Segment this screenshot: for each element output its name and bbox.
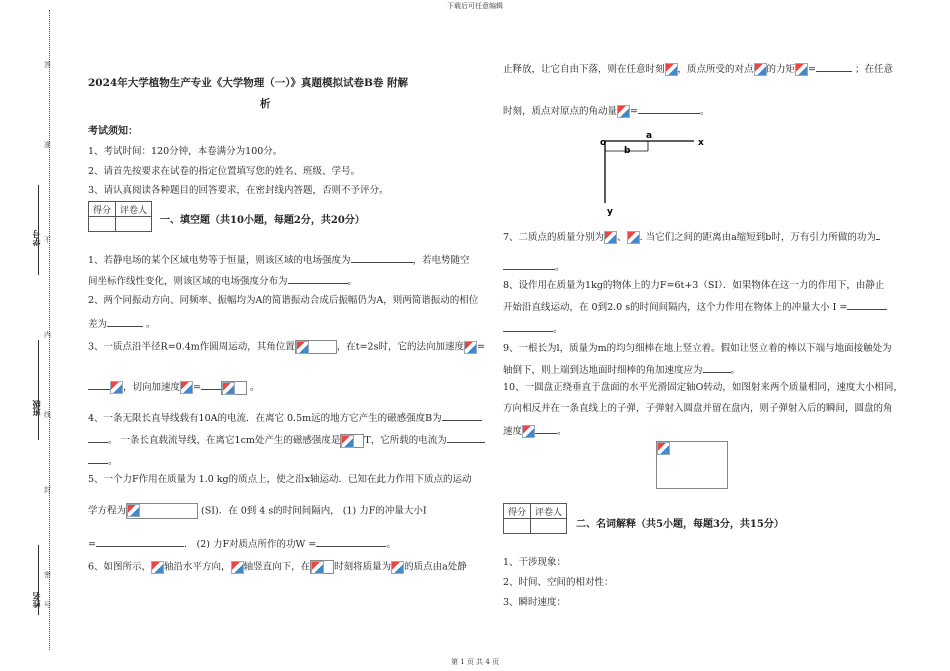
q8-line2: 开始沿直线运动，在 0到2.0 s的时间间隔内，这个力作用在物体上的冲量大小 I = <box>503 300 887 314</box>
class-field[interactable] <box>38 340 39 440</box>
class-label: 班级 <box>31 400 41 416</box>
grader-cell[interactable] <box>116 217 152 232</box>
q1-line2: 间坐标作线性变化，则该区域的电场强度分布为 。 <box>88 276 358 287</box>
term-item: 2、时间、空间的相对性： <box>503 577 614 588</box>
formula-image-icon <box>754 63 767 76</box>
origin-label: o <box>600 138 607 148</box>
page-number: 第 1 页 共 4 页 <box>450 658 500 666</box>
answer-blank[interactable] <box>447 433 485 443</box>
y-axis-label: y <box>607 207 613 217</box>
q9-line2: 轴倒下，则上端到达地面时细棒的角加速度应为 。 <box>503 365 741 376</box>
binding-char: 内 <box>44 331 51 339</box>
q6-figure <box>590 128 720 220</box>
q10-line2: 方向相反并在一条直线上的子弹，子弹射入圆盘并留在盘内，则子弹射入后的瞬间，圆盘的角 <box>503 403 893 414</box>
score-cell[interactable] <box>89 217 116 232</box>
formula-image <box>126 503 198 519</box>
binding-char: 密 <box>44 571 51 579</box>
binding-char: 答 <box>44 61 51 69</box>
score-label: 得分 <box>504 504 531 519</box>
formula-image-icon <box>464 341 477 354</box>
answer-blank[interactable] <box>88 433 108 443</box>
term-item: 3、瞬时速度： <box>503 597 567 608</box>
q4-line2: 。 一条长直载流导线，在离它1cm处产生的磁感强度是 T，它所载的电流为 <box>88 433 485 448</box>
answer-blank[interactable] <box>847 300 887 310</box>
q6-line1: 6、如图所示， 轴沿水平方向， 轴竖直向下，在 时刻将质量为 的质点由a处静 <box>88 561 467 573</box>
notice-heading: 考试须知： <box>88 126 138 137</box>
binding-char: 线 <box>44 411 51 419</box>
answer-blank[interactable] <box>107 317 143 327</box>
answer-blank[interactable] <box>316 537 386 547</box>
answer-blank[interactable] <box>88 454 108 464</box>
binding-char: 号 <box>44 601 51 609</box>
score-table-2 <box>503 503 567 534</box>
formula-image-icon <box>110 381 123 394</box>
page-header-note: 下载后可任意编辑 <box>447 2 503 10</box>
formula-image-icon <box>665 63 678 76</box>
formula-image-icon <box>231 561 244 574</box>
notice-item: 1、考试时间：120分钟，本卷满分为100分。 <box>88 146 283 157</box>
binding-char: 准 <box>44 141 51 149</box>
term-item: 1、干涉现象： <box>503 557 567 568</box>
score-cell[interactable] <box>504 519 531 534</box>
exam-title-line2: 析 <box>260 98 271 110</box>
answer-blank[interactable] <box>703 363 731 373</box>
formula-image-icon <box>151 561 164 574</box>
student-id-field[interactable] <box>38 185 39 275</box>
q2-line2: 差为 。 <box>88 319 156 330</box>
q3-line2: ，切向加速度 = 。 <box>88 380 260 395</box>
formula-image-icon <box>522 425 535 438</box>
image-placeholder-icon <box>341 435 354 448</box>
name-field[interactable] <box>38 545 39 615</box>
q1-line1: 1、若静电场的某个区域电势等于恒量，则该区域的电场强度为 ，若电势随空 <box>88 255 470 266</box>
formula-image-icon <box>180 381 193 394</box>
q7-line2: 。 <box>503 260 565 274</box>
formula-image-icon <box>795 63 808 76</box>
q10-figure-image <box>656 441 728 489</box>
image-placeholder-icon <box>296 341 309 354</box>
notice-item: 2、请首先按要求在试卷的指定位置填写您的姓名、班级、学号。 <box>88 166 361 177</box>
binding-char: 封 <box>44 486 51 494</box>
grader-label: 评卷人 <box>531 504 567 519</box>
formula-image-icon <box>604 231 617 244</box>
q6-line2: 止释放，让它自由下落，则在任意时刻 ，质点所受的对点 的力矩 = ；在任意 <box>503 64 894 75</box>
q4-line1: 4、一条无限长直导线载有10A的电流．在离它 0.5m远的地方它产生的磁感强度B为 <box>88 411 482 425</box>
q5-line1: 5、一个力F作用在质量为 1.0 kg的质点上，使之沿x轴运动．已知在此力作用下质点的运动 <box>88 474 472 485</box>
answer-blank[interactable] <box>288 274 348 284</box>
q5-line2: 学方程为 (SI)．在 0到 4 s的时间间隔内， (1) 力F的冲量大小I <box>88 503 427 519</box>
section1-title: 一、填空题（共10小题，每题2分，共20分） <box>160 215 365 226</box>
formula-image <box>310 560 334 574</box>
image-placeholder-icon <box>311 561 324 574</box>
answer-blank[interactable] <box>638 104 700 114</box>
binding-char: 不 <box>44 236 51 244</box>
score-table-1 <box>88 201 152 232</box>
formula-image <box>221 381 247 395</box>
x-axis-label: x <box>698 138 704 148</box>
answer-blank[interactable] <box>96 537 184 547</box>
answer-blank[interactable] <box>351 253 413 263</box>
notice-item: 3、请认真阅读各种题目的回答要求，在密封线内答题，否则不予评分。 <box>88 185 389 196</box>
grader-label: 评卷人 <box>116 202 152 217</box>
point-a-label: a <box>646 131 653 141</box>
q8-line1: 8、设作用在质量为1kg的物体上的力F=6t+3（SI）．如果物体在这一力的作用下，由静止 <box>503 280 885 291</box>
distance-b-label: b <box>624 146 631 156</box>
q6-line3: 时刻，质点对原点的角动量 = 。 <box>503 106 710 117</box>
exam-title-line1: 2024年大学植物生产专业《大学物理（一）》真题模拟试卷B卷 附解 <box>88 77 409 89</box>
formula-image <box>340 434 364 448</box>
name-label: 姓名 <box>31 592 41 608</box>
q5-line3: = ． (2) 力F对质点所作的功W = 。 <box>88 539 396 550</box>
answer-blank[interactable] <box>816 62 852 72</box>
q3-line1: 3、一质点沿半径R=0.4m作圆周运动，其角位置 ，在t=2s时，它的法向加速度 = <box>88 341 485 353</box>
q10-line3: 速度 。 <box>503 426 567 437</box>
q9-line1: 9、一根长为l，质量为m的均匀细棒在地上竖立着。假如让竖立着的棒以下端与地面接触处为 <box>503 343 892 354</box>
student-id-label: 学号 <box>31 230 41 246</box>
answer-blank[interactable] <box>442 411 482 421</box>
answer-blank[interactable] <box>503 260 555 270</box>
q4-line3: 。 <box>88 454 118 468</box>
answer-blank[interactable] <box>88 380 110 390</box>
image-placeholder-icon <box>222 382 235 395</box>
q7-line1: 7、二质点的质量分别为 、 . 当它们之间的距离由a缩短到b时，万有引力所做的功为 <box>503 230 880 244</box>
answer-blank[interactable] <box>201 380 221 390</box>
q2-line1: 2、两个同振动方向、同频率、振幅均为A的简谐振动合成后振幅仍为A，则两简谐振动的相位 <box>88 295 479 306</box>
formula-image <box>295 340 337 354</box>
grader-cell[interactable] <box>531 519 567 534</box>
section2-title: 二、名词解释（共5小题，每题3分，共15分） <box>576 519 784 530</box>
score-label: 得分 <box>89 202 116 217</box>
formula-image-icon <box>627 231 640 244</box>
q10-line1: 10、一圆盘正绕垂直于盘面的水平光滑固定轴O转动，如图射来两个质量相同，速度大小相同， <box>503 382 903 393</box>
answer-blank[interactable] <box>535 424 557 434</box>
answer-blank[interactable] <box>876 230 880 240</box>
image-placeholder-icon <box>657 442 670 455</box>
q8-line3: 。 <box>503 322 563 336</box>
image-placeholder-icon <box>127 504 140 517</box>
formula-image-icon <box>617 105 630 118</box>
answer-blank[interactable] <box>503 322 553 332</box>
formula-image-icon <box>391 561 404 574</box>
